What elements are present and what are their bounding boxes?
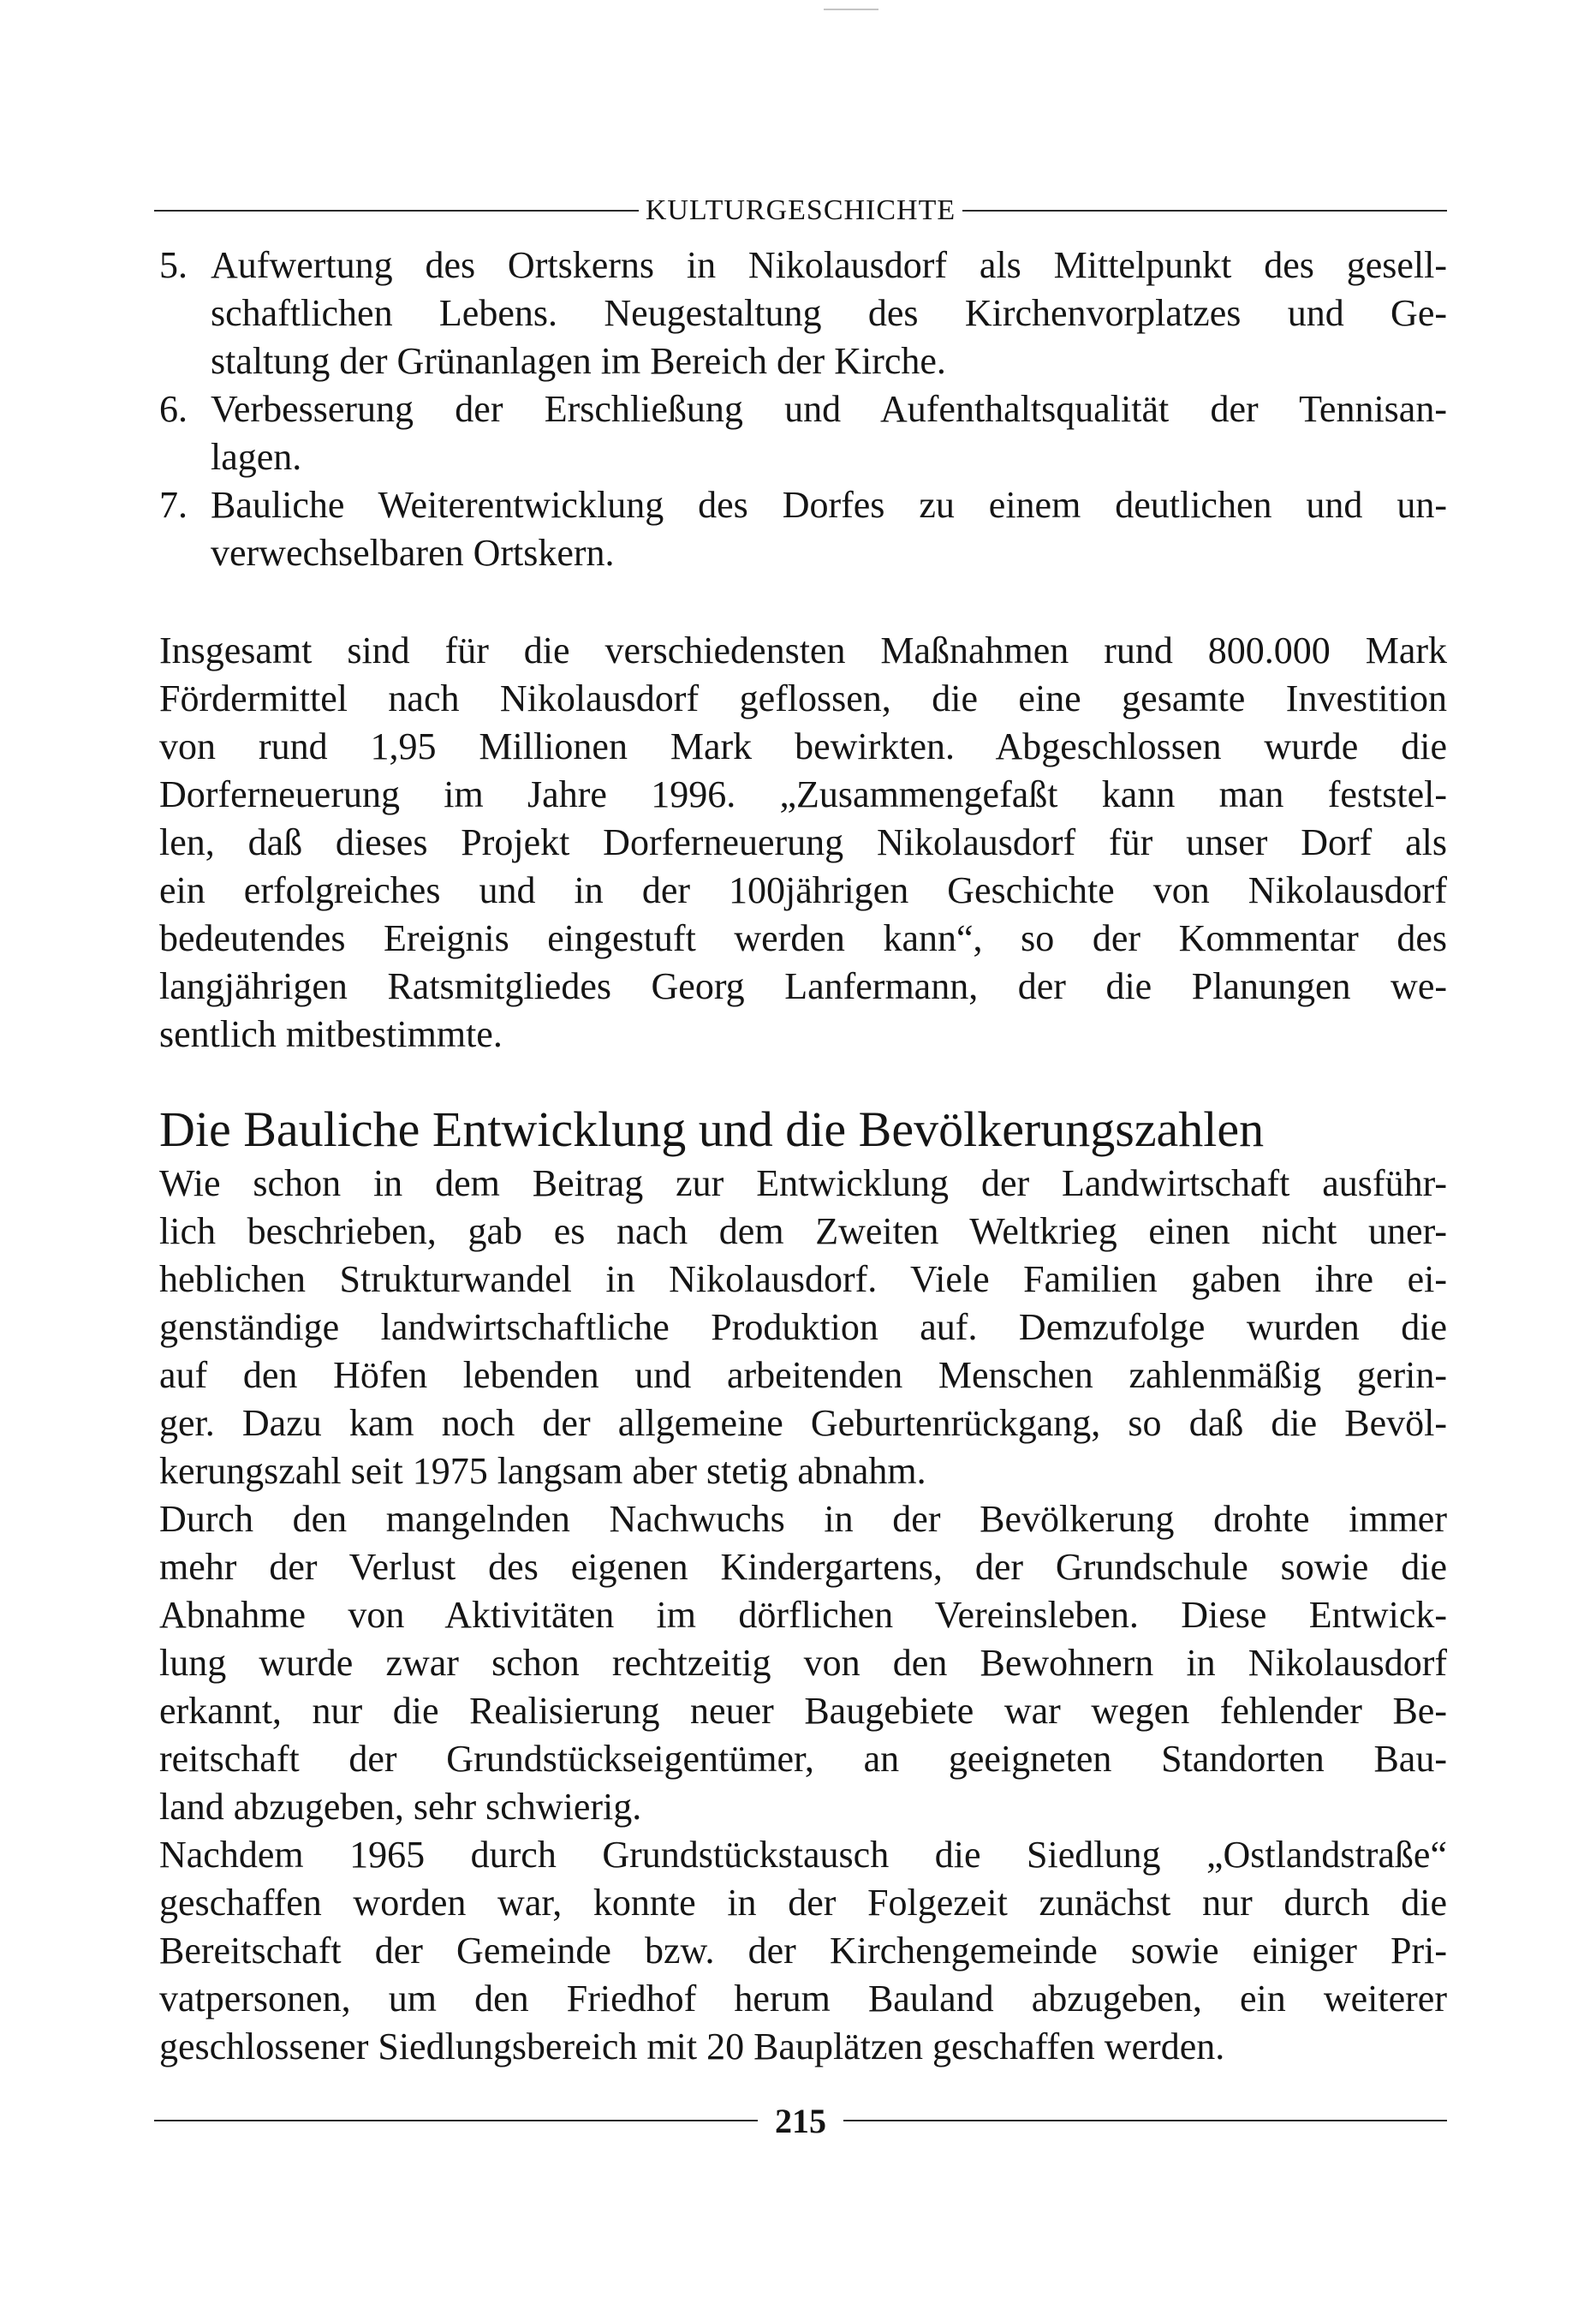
text-line: kerungszahl seit 1975 langsam aber stetig abnahm. [159,1450,926,1492]
list-number: 5. [159,244,188,286]
text-line: Wie schon in dem Beitrag zur Entwicklung der Landwirtschaft ausführ- [159,1162,1447,1204]
text-line: Verbesserung der Erschließung und Aufenthaltsqualität der Tennisan- [211,388,1447,430]
text-line: land abzugeben, sehr schwierig. [159,1786,642,1828]
header-rule-right [962,210,1447,212]
running-header [154,187,1447,235]
text-line: verwechselbaren Ortskern. [211,532,615,574]
text-line: Insgesamt sind für die verschiedensten Maßnahmen rund 800.000 Mark [159,629,1447,671]
text-line: reitschaft der Grundstückseigentümer, an geeigneten Standorten Bau- [159,1738,1447,1780]
list-number: 7. [159,484,188,526]
page-body [159,242,1447,2071]
list-item-7 [159,481,1447,577]
text-line: Nachdem 1965 durch Grundstückstausch die Siedlung „Ostlandstraße“ [159,1834,1447,1876]
text-line: mehr der Verlust des eigenen Kindergartens, der Grundschule sowie die [159,1546,1447,1588]
text-line: len, daß dieses Projekt Dorferneuerung Nikolausdorf für unser Dorf als [159,821,1447,863]
footer-rule-left [154,2120,758,2121]
text-line: heblichen Strukturwandel in Nikolausdorf. Viele Familien gaben ihre ei- [159,1258,1447,1300]
text-line: lung wurde zwar schon rechtzeitig von den Bewohnern in Nikolausdorf [159,1642,1447,1684]
text-line: Fördermittel nach Nikolausdorf geflossen, die eine gesamte Investition [159,677,1447,719]
text-line: ein erfolgreiches und in der 100jährigen Geschichte von Nikolausdorf [159,869,1447,911]
paragraph-gap [159,577,1447,627]
text-line: geschaffen worden war, konnte in der Folgezeit zunächst nur durch die [159,1882,1447,1924]
text-line: ger. Dazu kam noch der allgemeine Geburtenrückgang, so daß die Bevöl- [159,1402,1447,1444]
text-line: Bauliche Weiterentwicklung des Dorfes zu einem deutlichen und un- [211,484,1447,526]
text-line: bedeutendes Ereignis eingestuft werden kann“, so der Kommentar des [159,917,1447,959]
text-line: langjährigen Ratsmitgliedes Georg Lanfermann, der die Planungen we- [159,965,1447,1007]
text-line: auf den Höfen lebenden und arbeitenden Menschen zahlenmäßig gerin- [159,1354,1447,1396]
paragraph-population-decline [159,1495,1447,1831]
text-line: sentlich mitbestimmte. [159,1013,503,1055]
header-rule-left [154,210,639,212]
text-line: Aufwertung des Ortskerns in Nikolausdorf als Mittelpunkt des gesell- [211,244,1447,286]
text-line: von rund 1,95 Millionen Mark bewirkten. Abgeschlossen wurde die [159,725,1447,767]
paragraph-building-land [159,1831,1447,2071]
text-line: genständige landwirtschaftliche Produktion auf. Demzufolge wurden die [159,1306,1447,1348]
text-line: Durch den mangelnden Nachwuchs in der Bevölkerung drohte immer [159,1498,1447,1540]
header-title: KULTURGESCHICHTE [645,194,956,226]
page-footer [154,2097,1447,2145]
text-line: Bereitschaft der Gemeinde bzw. der Kirchengemeinde sowie einiger Pri- [159,1930,1447,1972]
text-line: Abnahme von Aktivitäten im dörflichen Vereinsleben. Diese Entwick- [159,1594,1447,1636]
list-item-6 [159,385,1447,481]
list-item-5 [159,242,1447,385]
text-line: Dorferneuerung im Jahre 1996. „Zusammengefaßt kann man feststel- [159,773,1447,815]
paragraph-funding [159,627,1447,1059]
list-number: 6. [159,388,188,430]
text-line: schaftlichen Lebens. Neugestaltung des Kirchenvorplatzes und Ge- [211,292,1447,334]
text-line: erkannt, nur die Realisierung neuer Baugebiete war wegen fehlender Be- [159,1690,1447,1732]
paragraph-structural-change [159,1160,1447,1495]
scan-mark [824,9,878,10]
text-line: lagen. [211,436,302,478]
text-line: geschlossener Siedlungsbereich mit 20 Bauplätzen geschaffen werden. [159,2026,1225,2067]
section-heading: Die Bauliche Entwicklung und die Bevölkerungszahlen [159,1101,1265,1157]
text-line: lich beschrieben, gab es nach dem Zweiten Weltkrieg einen nicht uner- [159,1210,1447,1252]
footer-rule-right [843,2120,1447,2121]
page-number: 215 [775,2101,826,2140]
text-line: vatpersonen, um den Friedhof herum Bauland abzugeben, ein weiterer [159,1978,1447,2020]
text-line: staltung der Grünanlagen im Bereich der Kirche. [211,340,946,382]
